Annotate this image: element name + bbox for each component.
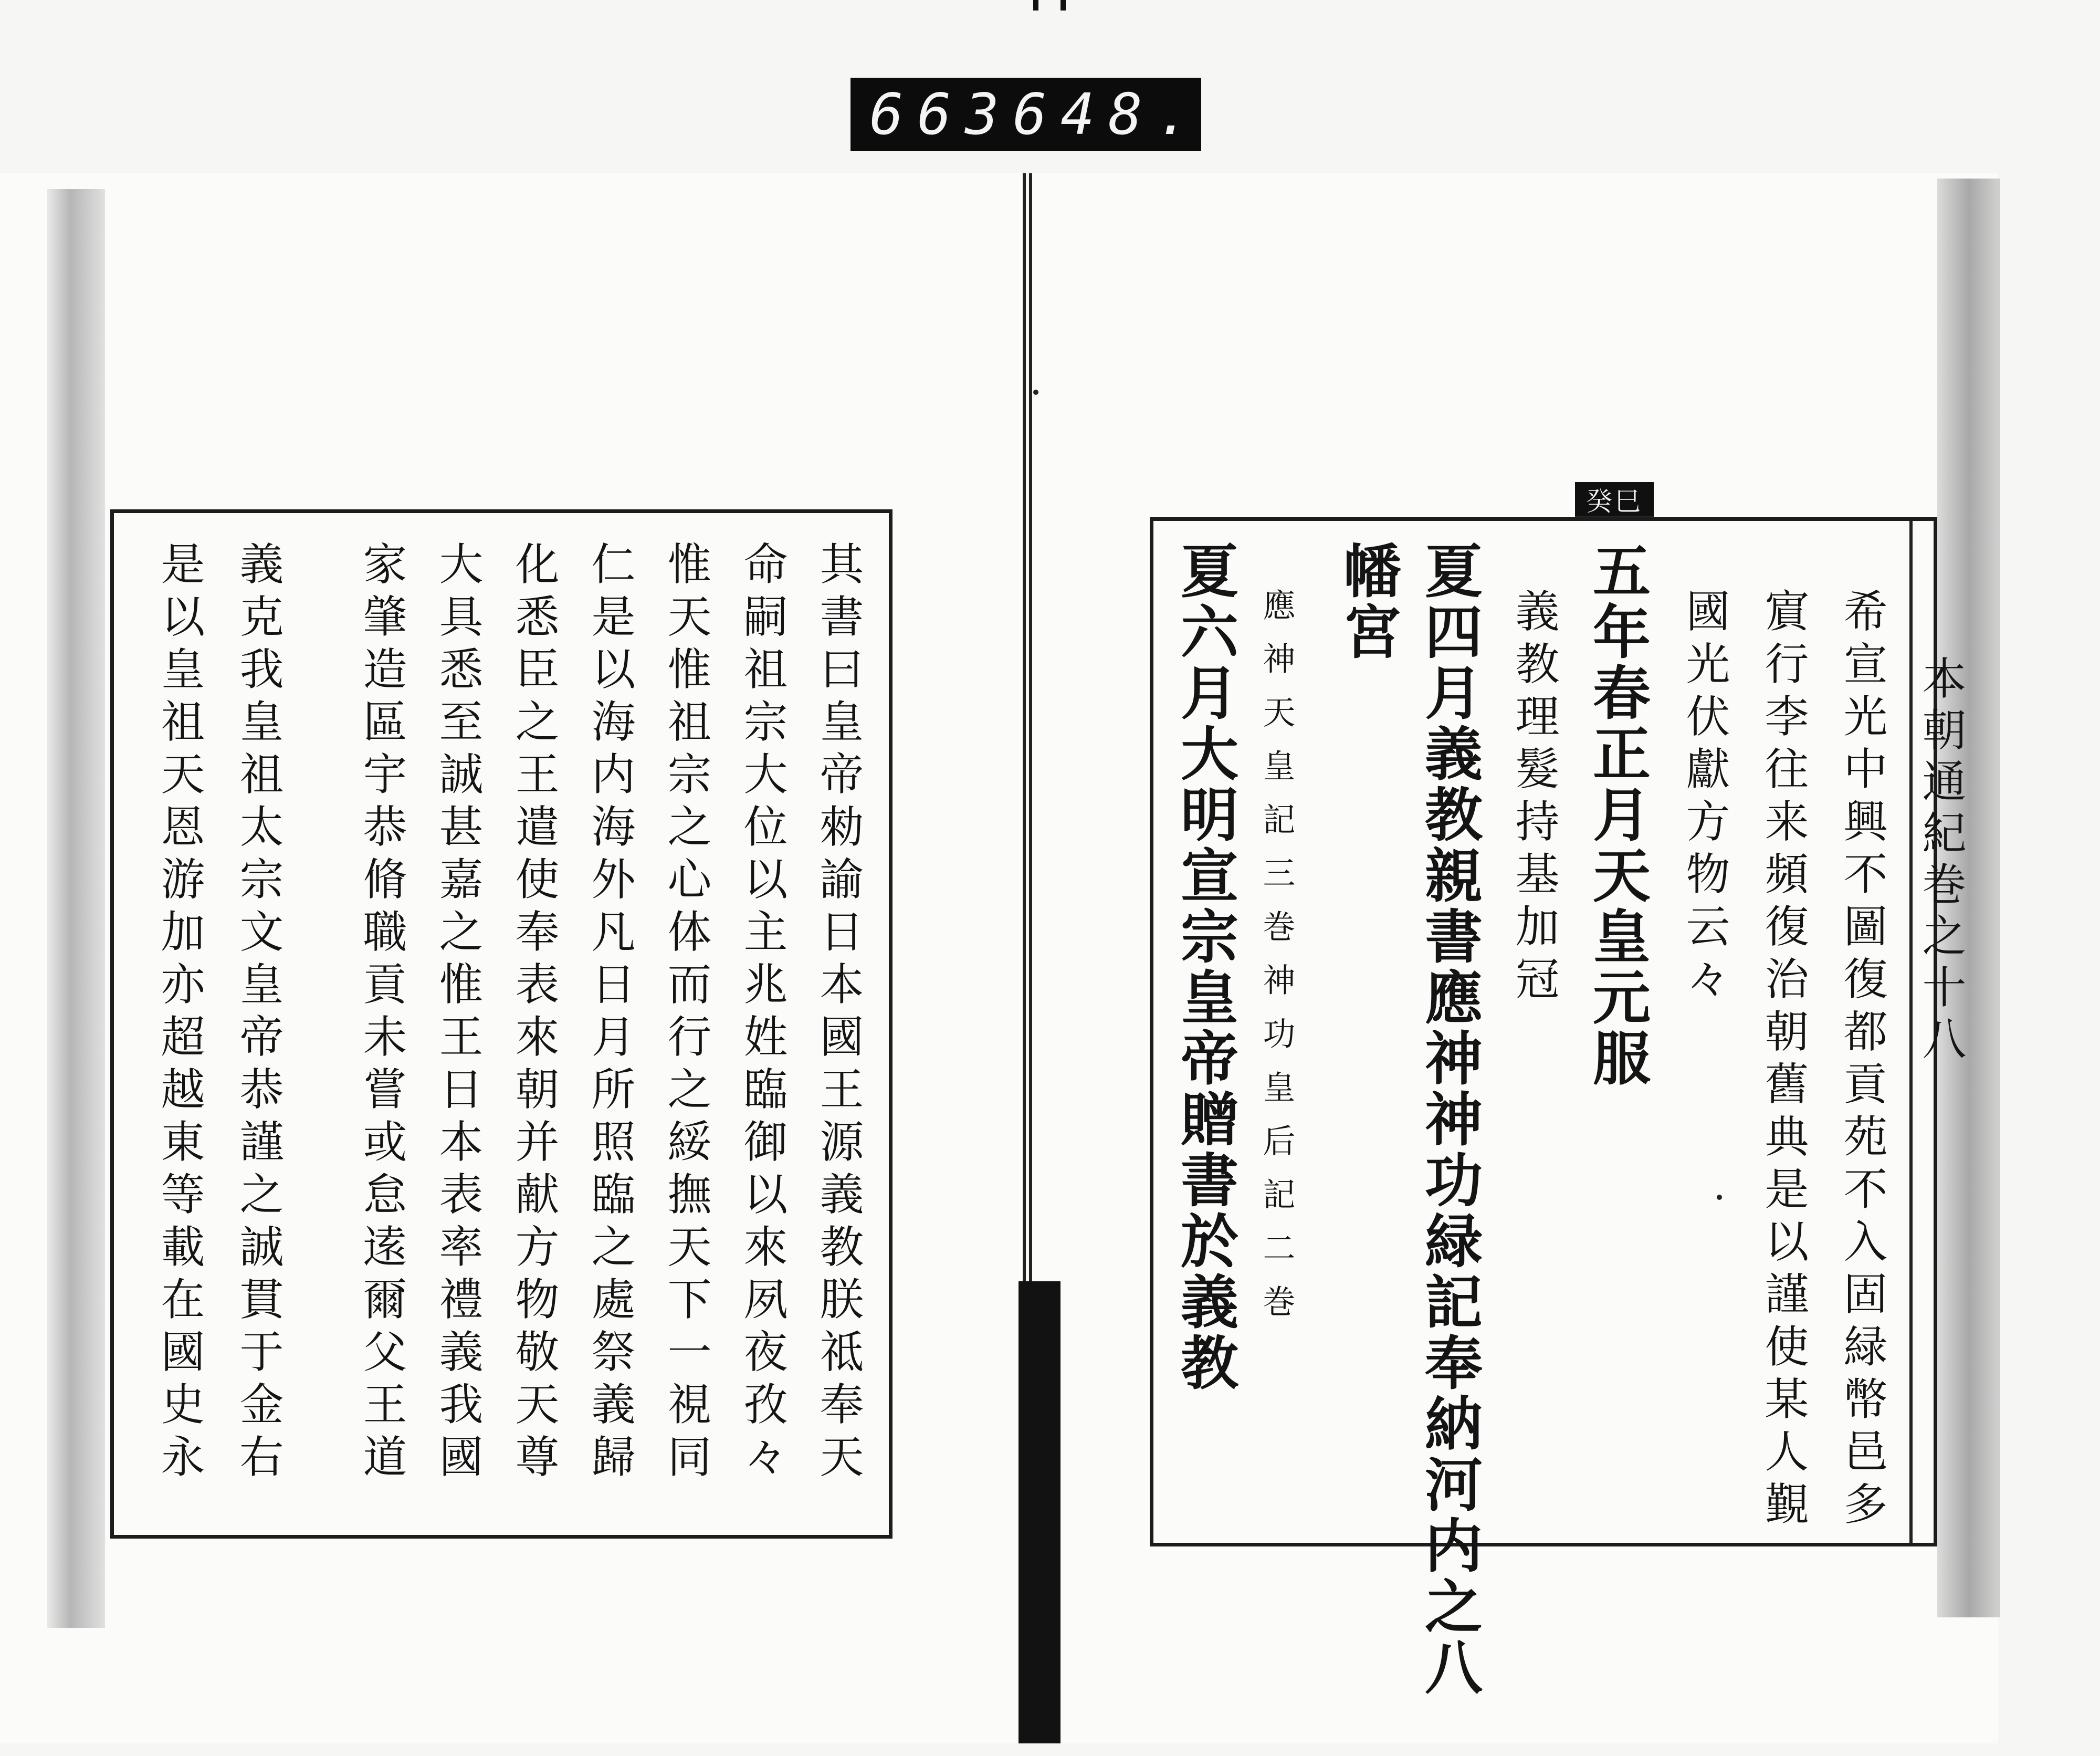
text-column: 賔行李往来頻復治朝舊典是以謹使某人覲 [1758,588,1809,1533]
text-column: 義克我皇祖太宗文皇帝恭謹之誠貫于金右 [233,541,284,1486]
heading-column: 夏六月大明宣宗皇帝贈書於義教 [1171,541,1239,1394]
text-column: 仁是以海内海外凡日月所照臨之處祭義歸 [584,541,636,1486]
text-column: 命嗣祖宗大位以主兆姓臨御以來夙夜孜々 [737,541,788,1486]
era-tab: 癸巳 [1575,482,1654,517]
text-column: 是以皇祖天恩游加亦超越東等載在國史永 [154,541,205,1486]
gutter-top-marks [1029,0,1071,11]
book-title: 本朝通紀巻之十八 [1915,655,1967,1067]
text-column: 惟天惟祖宗之心体而行之綏撫天下一視同 [660,541,712,1486]
text-column: 義教理髮持基加冠 [1508,588,1560,1008]
text-column: 希宣光中興不圖復都貢苑不入固緑幣邑多 [1836,588,1888,1533]
text-column: 其書曰皇帝勑諭日本國王源義教朕祗奉天 [813,541,864,1486]
text-column: 家肇造區宇恭脩職貢未嘗或怠逺爾父王道 [356,541,407,1486]
ink-dot [1033,390,1038,395]
text-column: 國光伏獻方物云々 [1679,588,1730,1008]
text-column: 大具悉至誠甚嘉之惟王日本表率禮義我國 [432,541,484,1486]
binding-gutter [1018,1281,1060,1743]
heading-column: 幡宮 [1334,541,1402,663]
label-number-left: 663 [869,81,1013,148]
heading-column: 五年春正月天皇元服 [1583,541,1651,1089]
note-column: 應神天皇記三巻神功皇后記二巻 [1257,588,1296,1338]
page-number-label [850,78,1204,151]
label-number-right: 648. [1013,81,1204,148]
text-column: 化悉臣之王遣使奉表來朝并献方物敬天尊 [508,541,560,1486]
heading-column: 夏四月義教親書應神神功緑記奉納河内之八 [1415,541,1483,1698]
left-book-edge [47,189,105,1628]
